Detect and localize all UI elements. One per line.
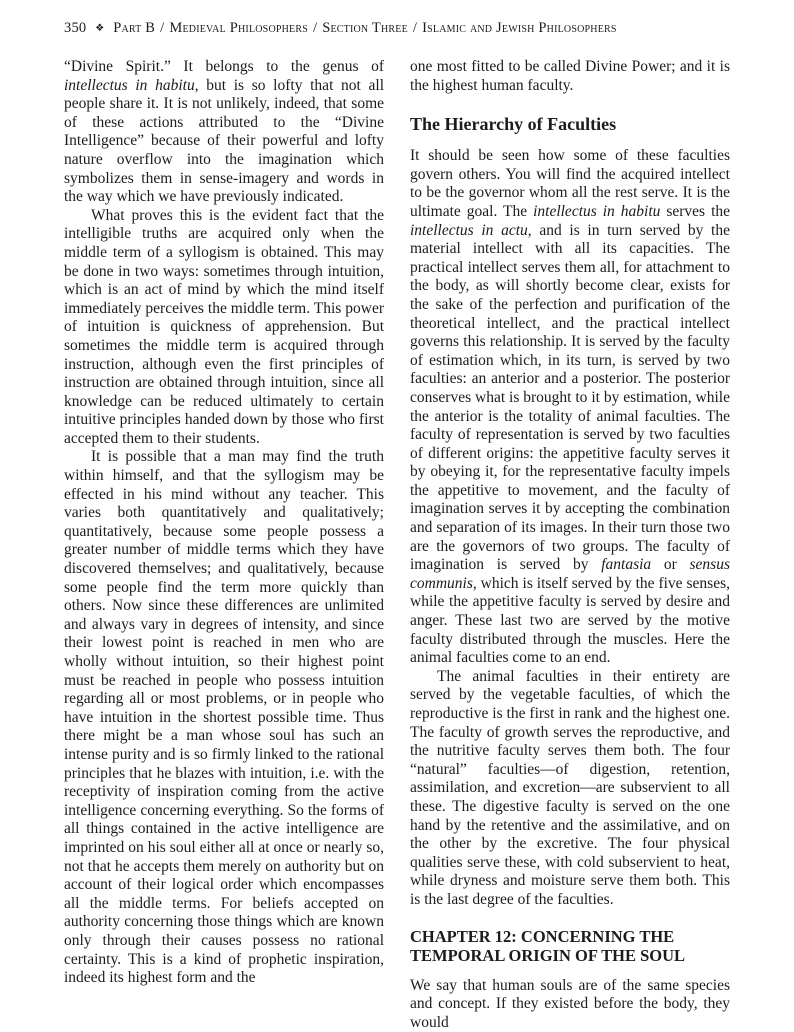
paragraph: What proves this is the evident fact that the intelligible truths are acquired only when the middle term of a syllogism is obtained. This may be done in two ways: sometimes through intuition, which is an act of mind by which the mind itself immediately perceives the middle term. This power of intuition is quickness of apprehension. But sometimes the middle term is acquired through instruction, although even the first principles of instruction are obtained through intuition, since all knowledge can be reduced ultimately to certain intuitive principles handed down by those who first accepted them to their students. bbox=[64, 206, 384, 447]
left-column bbox=[64, 58, 384, 988]
running-head bbox=[64, 20, 764, 37]
bullet-icon: ❖ bbox=[95, 23, 105, 34]
paragraph: It is possible that a man may find the truth within himself, and that the syllogism may be effected in his mind without any teacher. This varies both quantitatively and qualitatively; quantitatively, because some people possess a greater number of middle terms which they have discovered themselves; and qualitatively, because some people find the term more quickly than others. Now since these differences are unlimited and always vary in degrees of intensity, and since their lowest point is reached in men who are wholly without intuition, so their highest point must be reached in people who possess intuition regarding all or most problems, or in people who have intuition in the shortest possible time. Thus there might be a man whose soul has such an intense purity and is so firmly linked to the rational principles that he blazes with intuition, i.e. with the receptivity of inspiration coming from the active intelligence concerning everything. So the forms of all things contained in the active intelligence are imprinted on his soul either all at once or nearly so, not that he accepts them merely on authority but on account of their logical order which encompasses all the middle terms. For beliefs accepted on authority concerning those things which are known only through their causes possess no rational certainty. This is a kind of prophetic inspiration, indeed its highest form and the bbox=[64, 448, 384, 987]
separator: / bbox=[160, 20, 165, 36]
section-group-label: Medieval Philosophers bbox=[169, 20, 308, 36]
section-label: Section Three bbox=[322, 20, 408, 36]
page-number: 350 bbox=[64, 20, 87, 36]
separator: / bbox=[313, 20, 318, 36]
part-label: Part B bbox=[113, 20, 156, 36]
chapter-heading: CHAPTER 12: CONCERNING THE TEMPORAL ORIGIN OF THE SOUL bbox=[410, 926, 686, 965]
right-column bbox=[410, 58, 730, 1032]
paragraph: one most fitted to be called Divine Power; and it is the highest human faculty. bbox=[410, 58, 730, 94]
paragraph: “Divine Spirit.” It belongs to the genus of intellectus in habitu, but is so lofty that not all people share it. It is not unlikely, indeed, that some of these actions attributed to the “Divine Intelligence” because of their powerful and lofty nature overflow into the imagination which symbolizes them in sense-imagery and words in the way which we have previously indicated. bbox=[64, 58, 385, 206]
paragraph: It should be seen how some of these faculties govern others. You will find the acquired intellect to be the governor whom all the rest serve. It is the ultimate goal. The intellectus in habitu serves the intellectus in actu, and is in turn served by the material intellect with all its capacities. The practical intellect serves them all, for attachment to the body, as will shortly become clear, exists for the sake of the perfection and purification of the theoretical intellect, and the practical intellect governs this relationship. It is served by the faculty of estimation which, in its turn, is served by two faculties: an anterior and a posterior. The posterior conserves what is brought to it by estimation, while the anterior is the totality of animal faculties. The faculty of representation is served by two faculties of different origins: the appetitive faculty serves it by obeying it, for the representative faculty impels the appetitive to movement, and the faculty of imagination serves it by accepting the combination and separation of its images. In their turn those two are the governors of two groups. The faculty of imagination is served by fantasia or sensus communis, which is itself served by the five senses, while the appetitive faculty is served by desire and anger. These last two are served by the motive faculty distributed through the muscles. Here the animal faculties come to an end. bbox=[410, 147, 730, 667]
section-heading: The Hierarchy of Faculties bbox=[410, 114, 617, 135]
paragraph: We say that human souls are of the same species and concept. If they existed before the body, they would bbox=[410, 976, 730, 1031]
paragraph: The animal faculties in their entirety are served by the vegetable faculties, of which the reproductive is the first in rank and the highest one. The faculty of growth serves the reproductive, and the nutritive faculty serves them both. The four “natural” faculties—of digestion, retention, assimilation, and excretion—are subservient to all these. The digestive faculty is served on the one hand by the retentive and the assimilative, and on the other by the excretive. The four physical qualities serve these, with cold subservient to heat, while dryness and moisture serve them both. This is the last degree of the faculties. bbox=[410, 667, 730, 908]
separator: / bbox=[412, 20, 418, 36]
topic-label: Islamic and Jewish Philosophers bbox=[422, 20, 617, 36]
